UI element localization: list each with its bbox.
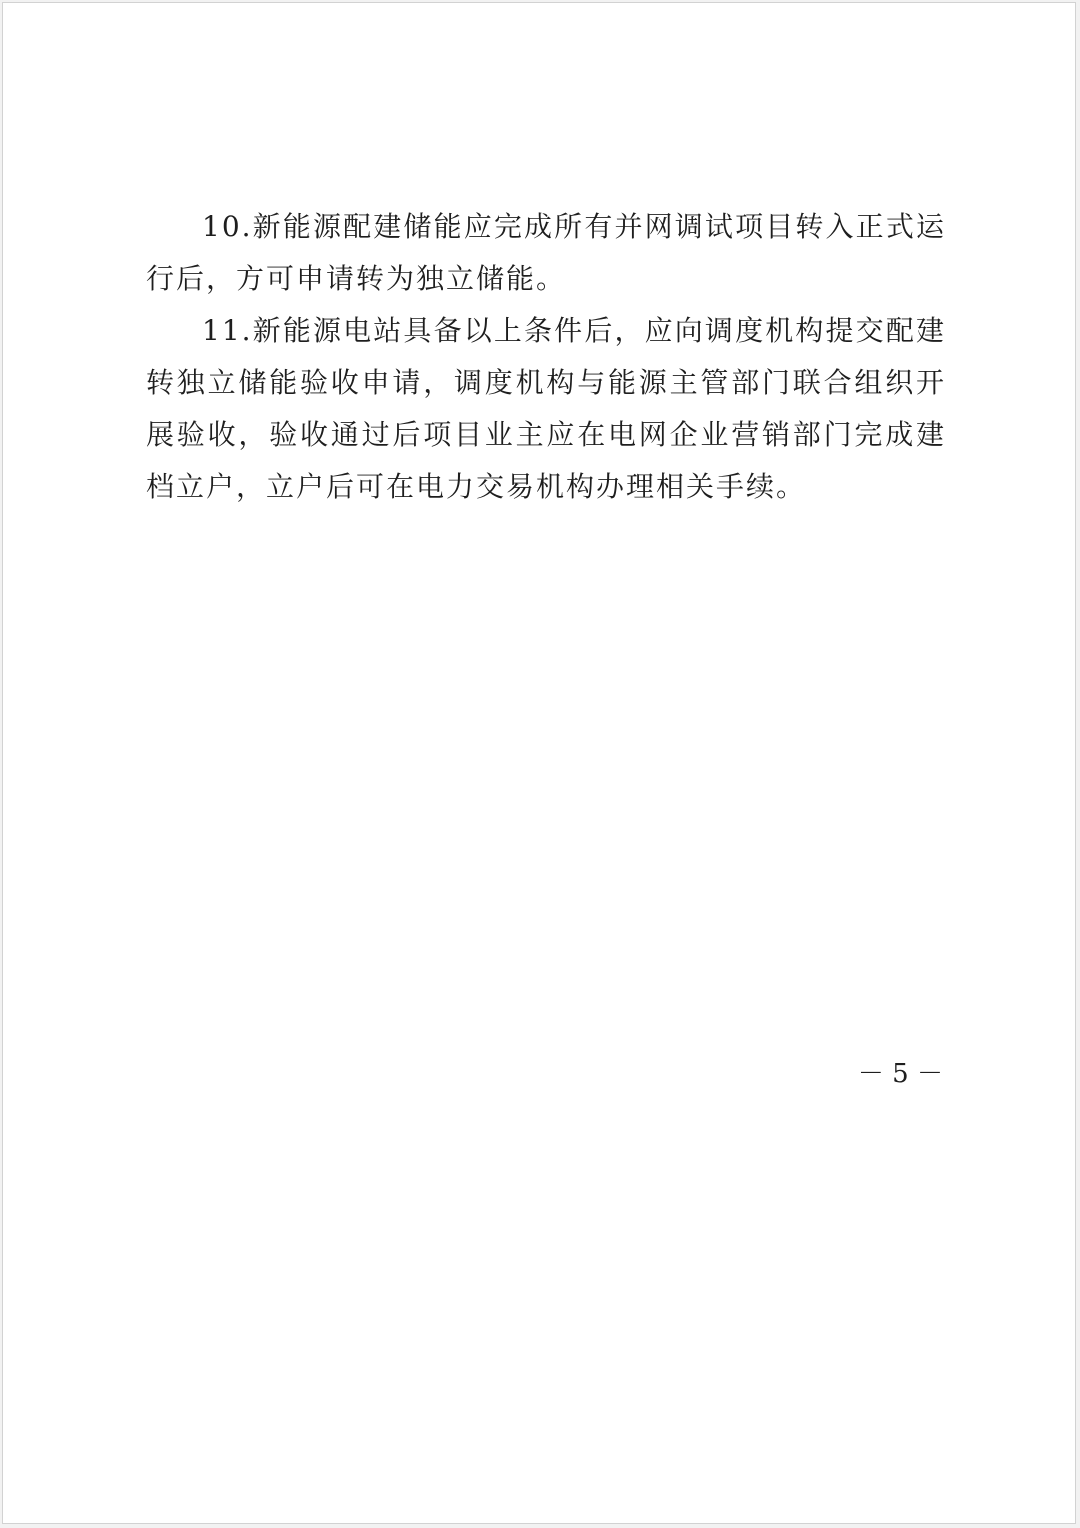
document-body <box>146 201 946 513</box>
paragraph-item-10: 10.新能源配建储能应完成所有并网调试项目转入正式运行后，方可申请转为独立储能。 <box>146 210 946 295</box>
paragraph-item-11: 11.新能源电站具备以上条件后，应向调度机构提交配建转独立储能验收申请，调度机构与能源主管部门联合组织开展验收，验收通过后项目业主应在电网企业营销部门完成建档立户，立户后可在电力交易机构办理相关手续。 <box>146 314 946 503</box>
page-number: － 5 － <box>857 1059 943 1089</box>
document-page <box>2 2 1076 1524</box>
